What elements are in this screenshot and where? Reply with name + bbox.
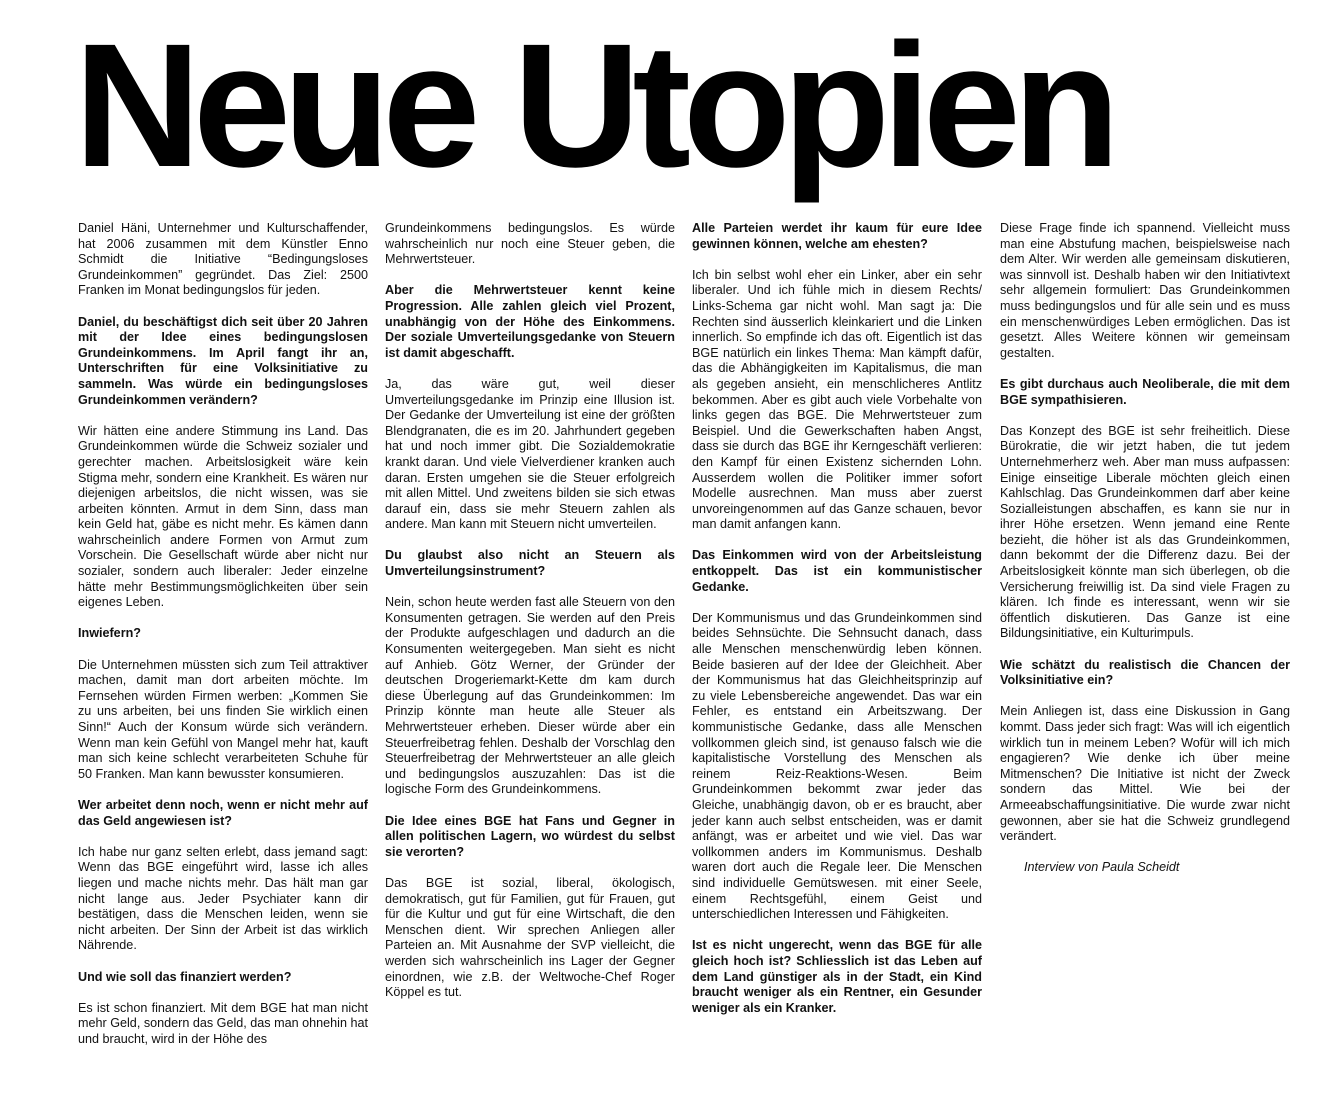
- interview-answer: Das Konzept des BGE ist sehr freiheitlich. Diese Bürokratie, die wir jetzt haben, die tut jedem Unternehmerherz weh. Aber man muss aufpassen: Einige einseitige Liberale möchten gleich einen Kahlschlag. Das Grundeinkommen darf aber keine Sozialleistungen abschaffen, es kann sie nur in ihrer Höhe ersetzen. Wenn jemand eine Rente bezieht, die höher ist als das Grundeinkommen, dann bekommt der die Differenz dazu. Bei der Arbeitslosigkeit könnte man sich überlegen, ob die Versicherung freiwillig ist. Da sind viele Fragen zu klären. Ich finde es interessant, wenn wir sie öffentlich diskutieren. Das Ganze ist eine Bildungsinitiative, ein Kulturimpuls.: [1000, 423, 1290, 641]
- interview-answer: Das BGE ist sozial, liberal, ökologisch, demokratisch, gut für Familien, gut für Frauen, gut für die Kultur und gut für eine Wirtschaft, die den Menschen dient. Wir sprechen Anliegen aller Parteien an. Mit Ausnahme der SVP vielleicht, die werden sich wahrscheinlich ins Lager der Gegner einordnen, wie z.B. der Weltwoche-Chef Roger Köppel es tut.: [385, 875, 675, 1000]
- interview-answer: Ja, das wäre gut, weil dieser Umverteilungsgedanke im Prinzip eine Illusion ist. Der Gedanke der Umverteilung ist eine der größten Blendgranaten, die es im 20. Jahrhundert gegeben hat und noch immer gibt. Die Sozialdemokratie krankt daran. Und viele Vielverdiener kranken auch daran. Ersten umgehen sie die Steuer erfolgreich mit allen Mittel. Und zweitens bilden sie sich etwas darauf ein, dass sie mehr Steuern zahlen als andere. Man kann mit Steuern nicht umverteilen.: [385, 376, 675, 532]
- interview-question: Inwiefern?: [78, 626, 141, 641]
- interview-answer: Wir hätten eine andere Stimmung ins Land. Das Grundeinkommen würde die Schweiz sozialer und gerechter machen. Arbeitslosigkeit wäre kein Stigma mehr, sondern eine Krankheit. Es wären nur diejenigen arbeitslos, die nicht wissen, was sie arbeiten könnten. Armut in dem Sinn, dass man kein Geld hat, gäbe es nicht mehr. Es kämen dann wahrscheinlich andere Formen von Armut zum Vorschein. Die Gesellschaft würde aber nicht nur sozialer, sondern auch liberaler: Jeder einzelne hätte mehr Bestimmungsmöglichkeiten über sein eigenes Leben.: [78, 423, 368, 610]
- interview-question: Ist es nicht ungerecht, wenn das BGE für alle gleich hoch ist? Schliesslich ist das Leben auf dem Land günstiger als in der Stadt, ein Kind braucht weniger als ein Rentner, ein Gesunder weniger als ein Kranker.: [692, 938, 982, 1015]
- article-column-3: [692, 221, 982, 1032]
- interview-answer: Grundeinkommens bedingungslos. Es würde wahrscheinlich nur noch eine Steuer geben, die Mehrwertsteuer.: [385, 221, 675, 267]
- author-credit: Interview von Paula Scheidt: [1024, 860, 1180, 875]
- interview-question: Du glaubst also nicht an Steuern als Umverteilungsinstrument?: [385, 548, 675, 579]
- interview-answer: Mein Anliegen ist, dass eine Diskussion in Gang kommt. Dass jeder sich fragt: Was will ich eigentlich wirklich tun in meinem Leben? Wofür will ich mich engagieren? Wie denke ich über meine Mitmenschen? Die Initiative ist nicht der Zweck sondern das Mittel. Wie bei der Armeeabschaffungsinitiative. Die wurde zwar nicht gewonnen, aber sie hat die Schweiz grundlegend verändert.: [1000, 704, 1290, 844]
- interview-answer: Die Unternehmen müssten sich zum Teil attraktiver machen, damit man dort arbeiten möchte. Im Fernsehen würden Firmen werben: „Kommen Sie zu uns arbeiten, bei uns finden Sie wirklich einen Sinn!“ Auch der Konsum würde sich verändern. Wenn man kein Gefühl von Mangel mehr hat, kauft man sich keine schlecht verarbeiteten Schuhe für 50 Franken. Man kann bewusster konsumieren.: [78, 657, 368, 781]
- article-column-4: [1000, 221, 1290, 892]
- interview-answer: Es ist schon finanziert. Mit dem BGE hat man nicht mehr Geld, sondern das Geld, das man ohnehin hat und braucht, wird in der Höhe des: [78, 1000, 368, 1046]
- interview-answer: Diese Frage finde ich spannend. Vielleicht muss man eine Abstufung machen, beispielsweise nach dem Alter. Wir werden alle gemeinsam diskutieren, was sinnvoll ist. Deshalb haben wir den Initiativtext sehr allgemein formuliert: Das Grundeinkommen muss bedingungslos und für alle sein und es muss ein menschenwürdiges Leben ermöglichen. Das ist gesetzt. Alles Weitere können wir gemeinsam gestalten.: [1000, 221, 1290, 360]
- interview-answer: Ich bin selbst wohl eher ein Linker, aber ein sehr liberaler. Und ich fühle mich in diesem Rechts/ Links-Schema gar nicht wohl. Man sagt ja: Die Rechten sind äusserlich kleinkariert und die Linken innerlich. So empfinde ich das oft. Eigentlich ist das BGE natürlich ein linkes Thema: Man kämpft dafür, das die Abhängigkeiten im Kapitalismus, die man als gegeben ansieht, ein menschlicheres Antlitz bekommen. Aber es gibt auch viele Vorbehalte von links gegen das BGE. Die Mehrwertsteuer zum Beispiel. Und die Gewerkschaften haben Angst, dass sie durch das BGE ihr Kerngeschäft verlieren: den Kampf für einen Existenz sichernden Lohn. Ausserdem wollen die Politiker immer sofort Modelle ausrechnen. Man muss aber zuerst unvoreingenommen auf das Ganze schauen, bevor man damit anfangen kann.: [692, 267, 982, 532]
- interview-question: Es gibt durchaus auch Neoliberale, die mit dem BGE sympathisieren.: [1000, 376, 1290, 407]
- interview-answer: Der Kommunismus und das Grundeinkommen sind beides Sehnsüchte. Die Sehnsucht danach, dass alle Menschen menschenwürdig leben können. Beide basieren auf der Idee der Gleichheit. Aber der Kommunismus hat das Gleichheitsprinzip auf zu viele Lebensbereiche angewendet. Das war ein Fehler, es entstand ein Arbeitszwang. Der kommunistische Gedanke, dass alle Menschen vollkommen gleich sind, ist genauso falsch wie die kapitalistische Vorstellung des Menschen als reinem Reiz-Reaktions-Wesen. Beim Grundeinkommen bekommt zwar jeder das Gleiche, unabhängig davon, ob er es braucht, aber jeder kann auch selbst entscheiden, was er damit anfängt, was er arbeitet und wie viel. Das war vollkommen anders im Kommunismus. Deshalb waren dort auch die Regale leer. Die Menschen sind individuelle Gemütswesen. mit einer Seele, einem Rechtsgefühl, einem Geist und unterschiedlichen Interessen und Fähigkeiten.: [692, 610, 982, 922]
- interview-answer: Nein, schon heute werden fast alle Steuern von den Konsumenten getragen. Sie werden auf den Preis der Produkte aufgeschlagen und dadurch an die Konsumenten weitergegeben. Man sieht es nicht auf Anhieb. Götz Werner, der Gründer der deutschen Drogeriemarkt-Kette dm kam durch diese Überlegung auf das Grundeinkommen: Im Prinzip könnte man heute alle Steuer als Mehrwertsteuer erheben. Dieser würde aber ein Steuerfreibetrag fehlen. Deshalb der Vorschlag den Steuerfreibetrag der Mehrwertsteuer an alle gleich und bedingungslos auszuzahlen: Das ist die logische Form des Grundeinkommens.: [385, 595, 675, 797]
- article-column-1: [78, 221, 368, 1063]
- interview-question: Und wie soll das finanziert werden?: [78, 969, 292, 984]
- interview-question: Daniel, du beschäftigst dich seit über 20 Jahren mit der Idee eines bedingungslosen Grundeinkommens. Im April fangt ihr an, Unterschriften für eine Volksinitiative zu sammeln. Was würde ein bedingungsloses Grundeinkommen verändern?: [78, 314, 368, 407]
- article-intro: Daniel Häni, Unternehmer und Kulturschaffender, hat 2006 zusammen mit dem Künstler Enno Schmidt die Initiative “Bedingungsloses Grundeinkommen” gegründet. Das Ziel: 2500 Franken im Monat bedingungslos für jeden.: [78, 221, 368, 298]
- interview-question: Aber die Mehrwertsteuer kennt keine Progression. Alle zahlen gleich viel Prozent, unabhängig von der Höhe des Einkommens. Der soziale Umverteilungsgedanke von Steuern ist damit abgeschafft.: [385, 283, 675, 360]
- interview-question: Alle Parteien werdet ihr kaum für eure Idee gewinnen können, welche am ehesten?: [692, 221, 982, 251]
- article-column-2: [385, 221, 675, 1016]
- interview-question: Das Einkommen wird von der Arbeitsleistung entkoppelt. Das ist ein kommunistischer Gedanke.: [692, 548, 982, 594]
- article-headline: Neue Utopien: [74, 8, 1113, 204]
- interview-question: Wer arbeitet denn noch, wenn er nicht mehr auf das Geld angewiesen ist?: [78, 797, 368, 828]
- interview-question: Die Idee eines BGE hat Fans und Gegner in allen politischen Lagern, wo würdest du selbst sie verorten?: [385, 813, 675, 859]
- interview-question: Wie schätzt du realistisch die Chancen der Volksinitiative ein?: [1000, 657, 1290, 688]
- interview-answer: Ich habe nur ganz selten erlebt, dass jemand sagt: Wenn das BGE eingeführt wird, lasse ich alles liegen und mache nichts mehr. Das hält man gar nicht lange aus. Jeder Psychiater kann dir bestätigen, dass die Menschen leiden, wenn sie nicht arbeiten. Der Sinn der Arbeit ist das wirklich Nährende.: [78, 844, 368, 953]
